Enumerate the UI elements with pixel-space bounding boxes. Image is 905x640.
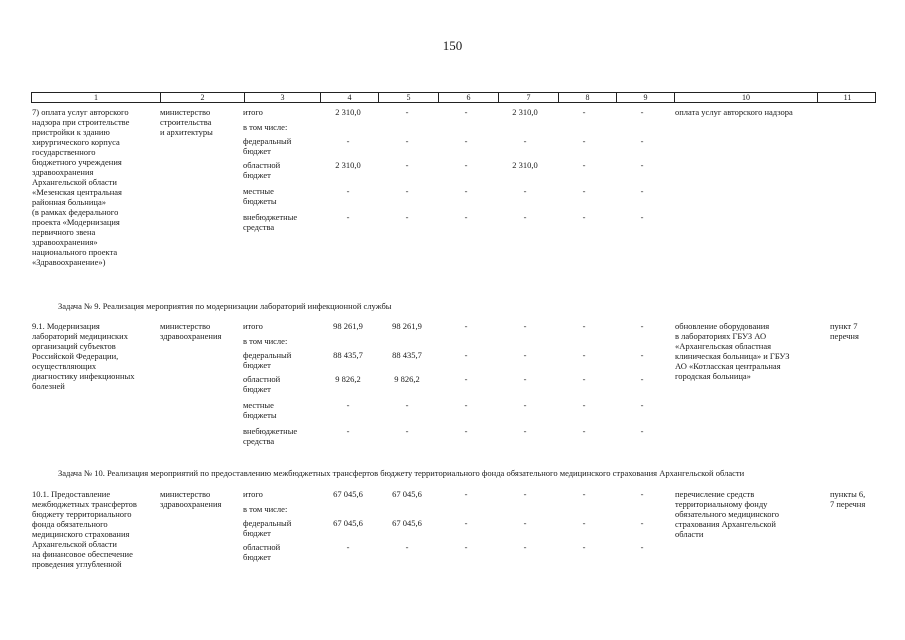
header-col-6: 6 [438, 93, 498, 103]
funding-value: 88 435,7 [333, 350, 363, 360]
expected-result: обновление оборудования в лабораториях ГБУЗ АО «Архангельская областная клиническая больница» и ГБУЗ АО «Котласская центральная городская больница» [675, 321, 790, 381]
funding-value: - [523, 350, 527, 360]
funding-value: - [582, 374, 586, 384]
funding-value: - [464, 160, 468, 170]
funding-value: - [640, 212, 644, 222]
funding-value: - [346, 400, 350, 410]
measure-name: 10.1. Предоставление межбюджетных трансфертов бюджету территориального фонда обязательного медицинского страхования Архангельской области на финансовое обеспечение проведения углубленной [32, 489, 137, 569]
funding-value: 2 310,0 [512, 107, 538, 117]
funding-value: - [405, 400, 409, 410]
funding-value: - [464, 321, 468, 331]
funding-value: - [640, 350, 644, 360]
funding-value: 2 310,0 [335, 107, 361, 117]
reference: пункты 6, 7 перечня [830, 489, 866, 509]
funding-value: - [582, 321, 586, 331]
funding-value: - [582, 542, 586, 552]
funding-value: - [640, 186, 644, 196]
funding-value: - [405, 186, 409, 196]
page-number: 150 [442, 38, 463, 53]
task-heading: Задача № 10. Реализация мероприятий по предоставлению межбюджетных трансфертов бюджету территориального фонда обязательного медицинского страхования Архангельской области [58, 468, 745, 478]
funding-value: - [523, 400, 527, 410]
funding-value: - [640, 542, 644, 552]
funding-value: - [346, 186, 350, 196]
funding-value: - [464, 350, 468, 360]
funding-value: - [640, 160, 644, 170]
funding-value: 67 045,6 [392, 489, 422, 499]
funding-value: - [464, 518, 468, 528]
funding-value: - [405, 212, 409, 222]
funding-source-label: в том числе: [243, 336, 288, 346]
funding-source-label: итого [243, 489, 263, 499]
funding-source-label: внебюджетные средства [243, 212, 298, 232]
funding-source-label: итого [243, 107, 263, 117]
funding-value: - [464, 136, 468, 146]
funding-source-label: федеральный бюджет [243, 518, 292, 538]
funding-value: 2 310,0 [512, 160, 538, 170]
funding-value: 98 261,9 [392, 321, 422, 331]
header-col-5: 5 [378, 93, 438, 103]
funding-value: 9 826,2 [394, 374, 420, 384]
header-col-10: 10 [674, 93, 817, 103]
funding-value: - [523, 374, 527, 384]
header-col-8: 8 [558, 93, 616, 103]
table-header [31, 92, 876, 103]
funding-value: - [582, 136, 586, 146]
funding-value: - [346, 136, 350, 146]
funding-source-label: областной бюджет [243, 160, 281, 180]
funding-value: 9 826,2 [335, 374, 361, 384]
funding-value: - [464, 212, 468, 222]
funding-value: - [464, 186, 468, 196]
funding-value: 67 045,6 [333, 489, 363, 499]
funding-value: - [582, 160, 586, 170]
funding-value: - [523, 186, 527, 196]
funding-value: - [523, 321, 527, 331]
funding-value: 98 261,9 [333, 321, 363, 331]
funding-value: - [464, 542, 468, 552]
funding-value: - [582, 518, 586, 528]
funding-source-label: областной бюджет [243, 374, 281, 394]
funding-value: - [582, 489, 586, 499]
funding-value: - [640, 426, 644, 436]
funding-source-label: итого [243, 321, 263, 331]
funding-value: - [523, 212, 527, 222]
funding-source-label: местные бюджеты [243, 400, 277, 420]
funding-value: - [523, 489, 527, 499]
funding-value: - [640, 489, 644, 499]
funding-source-label: внебюджетные средства [243, 426, 298, 446]
funding-value: 67 045,6 [333, 518, 363, 528]
executor: министерство здравоохранения [160, 321, 222, 341]
funding-value: - [464, 400, 468, 410]
header-col-4: 4 [320, 93, 378, 103]
funding-value: - [464, 489, 468, 499]
funding-value: - [464, 374, 468, 384]
funding-value: - [523, 136, 527, 146]
expected-result: перечисление средств территориальному фонду обязательного медицинского страхования Архангельской области [675, 489, 780, 539]
funding-value: - [523, 542, 527, 552]
measure-name: 7) оплата услуг авторского надзора при строительстве пристройки к зданию хирургического корпуса государственного бюджетного учреждения здравоохранения Архангельской области «Мезенская центральная районная больница» (в рамках федерального проекта «Модернизация первичного звена здравоохранения» национального проекта «Здравоохранение») [32, 107, 130, 267]
funding-source-label: в том числе: [243, 504, 288, 514]
funding-value: - [464, 107, 468, 117]
expected-result: оплата услуг авторского надзора [675, 107, 793, 117]
funding-value: - [582, 350, 586, 360]
funding-source-label: местные бюджеты [243, 186, 277, 206]
header-col-11: 11 [817, 93, 877, 103]
funding-value: - [640, 321, 644, 331]
funding-value: - [582, 400, 586, 410]
header-col-2: 2 [160, 93, 244, 103]
funding-value: - [523, 426, 527, 436]
header-col-1: 1 [94, 93, 98, 102]
funding-value: - [346, 212, 350, 222]
funding-source-label: областной бюджет [243, 542, 281, 562]
funding-value: - [582, 107, 586, 117]
funding-value: - [346, 542, 350, 552]
funding-source-label: федеральный бюджет [243, 350, 292, 370]
header-col-7: 7 [498, 93, 558, 103]
funding-value: - [640, 374, 644, 384]
funding-value: 67 045,6 [392, 518, 422, 528]
measure-name: 9.1. Модернизация лабораторий медицинских организаций субъектов Российской Федерации, осуществляющих диагностику инфекционных болезней [32, 321, 135, 391]
funding-value: - [640, 136, 644, 146]
executor: министерство здравоохранения [160, 489, 222, 509]
funding-value: - [405, 426, 409, 436]
funding-value: - [640, 518, 644, 528]
funding-value: - [640, 400, 644, 410]
funding-value: - [523, 518, 527, 528]
executor: министерство строительства и архитектуры [160, 107, 213, 137]
funding-value: - [582, 426, 586, 436]
funding-source-label: в том числе: [243, 122, 288, 132]
funding-value: - [405, 107, 409, 117]
funding-value: - [640, 107, 644, 117]
funding-value: - [405, 160, 409, 170]
funding-value: - [582, 186, 586, 196]
funding-value: - [582, 212, 586, 222]
funding-value: - [464, 426, 468, 436]
task-heading: Задача № 9. Реализация мероприятия по модернизации лабораторий инфекционной службы [58, 301, 392, 311]
funding-value: - [405, 136, 409, 146]
reference: пункт 7 перечня [830, 321, 859, 341]
header-col-9: 9 [616, 93, 674, 103]
funding-value: 2 310,0 [335, 160, 361, 170]
funding-value: - [405, 542, 409, 552]
funding-source-label: федеральный бюджет [243, 136, 292, 156]
funding-value: 88 435,7 [392, 350, 422, 360]
header-col-3: 3 [244, 93, 320, 103]
funding-value: - [346, 426, 350, 436]
